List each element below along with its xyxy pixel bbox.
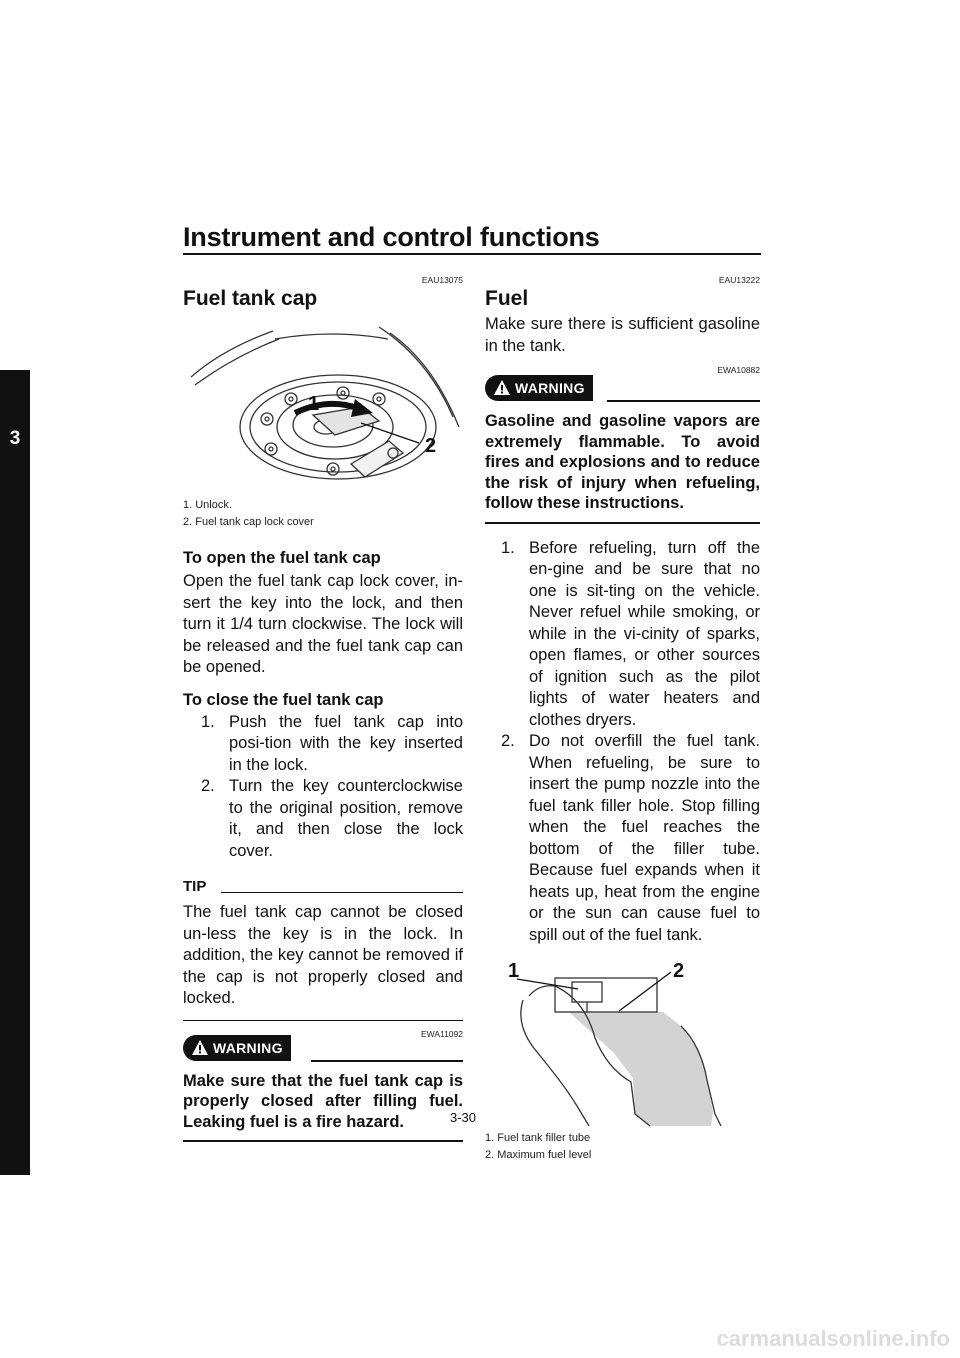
tip-label: TIP <box>183 878 207 895</box>
warning-header-rule <box>311 1060 463 1062</box>
warning-triangle-icon <box>493 379 511 396</box>
tip-rule <box>221 892 463 893</box>
header-rule <box>183 253 761 255</box>
step-number: 1. <box>201 712 215 731</box>
close-cap-heading: To close the fuel tank cap <box>183 690 384 709</box>
warning-badge <box>485 375 593 401</box>
fuel-tank-illustration <box>485 956 760 1128</box>
fuel-cap-illustration <box>183 319 463 493</box>
figure-caption-1: 1. Fuel tank filler tube <box>485 1132 591 1144</box>
tip-header <box>183 878 463 900</box>
warning-bottom-rule <box>485 522 760 524</box>
left-column <box>183 275 463 1142</box>
close-step <box>201 776 463 862</box>
fuel-tank-cap-figure <box>183 319 463 493</box>
step-number: 2. <box>501 732 515 750</box>
warning-text: Gasoline and gasoline vapors are extremely flammable. To avoid fires and explosions and to reduce the risk of injury when refueling, follow these instructions. <box>485 412 760 512</box>
tip-text: The fuel tank cap cannot be closed un-less the key is in the lock. In addition, the key cannot be removed if the cap is not properly closed and locked. <box>183 903 463 1007</box>
figure-label-1: 1 <box>508 960 520 982</box>
right-column <box>485 275 760 1164</box>
step-number: 2. <box>201 777 215 795</box>
figure-label-1: 1 <box>308 393 320 415</box>
section-title-fuel-tank-cap: Fuel tank cap <box>183 287 318 310</box>
warning-label: WARNING <box>213 1039 283 1056</box>
fuel-intro-text: Make sure there is sufficient gasoline in the tank. <box>485 315 760 355</box>
page-number: 3-30 <box>450 1110 477 1125</box>
step-number: 1. <box>501 538 515 557</box>
chapter-tab <box>0 370 30 1175</box>
section-code: EAU13075 <box>421 275 463 285</box>
fuel-level-figure <box>485 956 760 1128</box>
warning-box-gasoline <box>485 365 760 524</box>
step-text: Push the fuel tank cap into posi-tion with the key inserted in the lock. <box>229 712 463 774</box>
warning-header <box>485 375 760 401</box>
warning-code: EWA10882 <box>717 365 760 375</box>
figure-label-2: 2 <box>425 435 437 457</box>
warning-code: EWA11092 <box>420 1028 463 1039</box>
refuel-steps <box>485 538 760 947</box>
refuel-step <box>501 538 760 732</box>
watermark: carmanualsonline.info <box>716 1326 950 1351</box>
close-step <box>201 712 463 777</box>
warning-triangle-icon <box>191 1039 209 1056</box>
warning-text: Make sure that the fuel tank cap is properly closed after filling fuel. Leaking fuel is a fire hazard. <box>183 1071 463 1131</box>
step-text: Do not overfill the fuel tank. When refueling, be sure to insert the pump nozzle into the fuel tank filler hole. Stop filling when the fuel reaches the bottom of the filler tube. Because fuel expands when it heats up, heat from the engine or the sun can cause fuel to spill out of the fuel tank. <box>529 732 760 944</box>
figure-caption-2: 2. Fuel tank cap lock cover <box>183 516 314 528</box>
chapter-number: 3 <box>9 428 21 449</box>
tip-bottom-rule <box>183 1020 463 1021</box>
open-cap-heading: To open the fuel tank cap <box>183 549 381 567</box>
warning-header-rule <box>607 400 760 402</box>
step-text: Turn the key counterclockwise to the original position, remove it, and then close the lock cover. <box>229 777 463 860</box>
figure-label-2: 2 <box>673 960 685 982</box>
section-title-fuel: Fuel <box>485 287 529 310</box>
figure-caption-2: 2. Maximum fuel level <box>485 1149 592 1161</box>
section-code: EAU13222 <box>718 275 760 285</box>
warning-badge <box>183 1035 291 1061</box>
page-header-title: Instrument and control functions <box>183 222 600 252</box>
step-text: Before refueling, turn off the en-gine and be sure that no one is sit-ting on the vehicle. Never refuel while smoking, or while in the vi-cinity of sparks, open flames, or other sources of ignition such as the pilot lights of water heaters and clothes dryers. <box>529 538 760 729</box>
warning-label: WARNING <box>515 380 585 396</box>
warning-bottom-rule <box>183 1140 463 1142</box>
refuel-step <box>501 731 760 946</box>
close-cap-steps <box>183 712 463 863</box>
figure-caption-1: 1. Unlock. <box>183 499 232 511</box>
warning-header <box>183 1035 463 1061</box>
warning-box-fuel-cap <box>183 1028 463 1143</box>
open-cap-text: Open the fuel tank cap lock cover, in-sert the key into the lock, and then turn it 1/4 turn clockwise. The lock will be released and the fuel tank cap can be opened. <box>183 572 463 676</box>
